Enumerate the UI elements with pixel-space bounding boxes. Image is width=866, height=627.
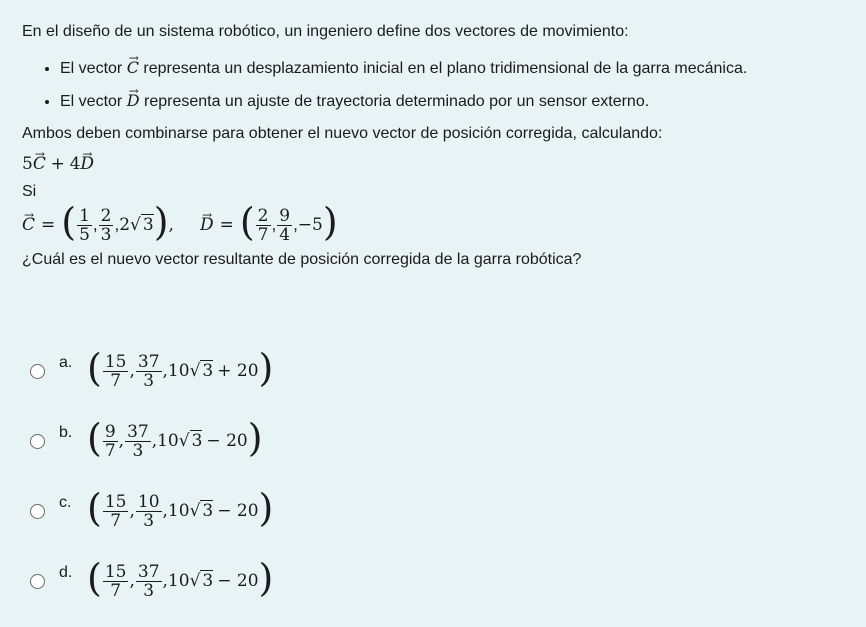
bullet-vector-c: • El vector → C representa un desplazamiento inicial en el plano tridimensional de la garra mecánica.: [60, 58, 862, 79]
radio-button[interactable]: [30, 504, 45, 519]
option-expression: ( $\frac{9}{7}$ , $\frac{37}{3}$ , 10 √ 3 − 20 ): [87, 416, 263, 461]
combination-expression: 5→ C + 4→ D: [22, 154, 862, 174]
option-d[interactable]: d. ( $\frac{15}{7}$ , $\frac{37}{3}$ , 10 √ 3 − 20 ): [30, 548, 430, 614]
radio-button[interactable]: [30, 364, 45, 379]
option-c[interactable]: c. ( $\frac{15}{7}$ , $\frac{10}{3}$ , 10 √ 3 − 20 ): [30, 478, 430, 544]
fraction: $\frac{1}{5}$: [79, 205, 90, 245]
vector-c-symbol: → C: [127, 58, 139, 78]
question-text: ¿Cuál es el nuevo vector resultante de posición corregida de la garra robótica?: [22, 251, 582, 268]
fraction: $\frac{2}{7}$: [257, 205, 269, 245]
option-expression: ( $\frac{15}{7}$ , $\frac{10}{3}$ , 10 √ 3 − 20 ): [87, 486, 274, 531]
radio-button[interactable]: [30, 434, 45, 449]
option-b[interactable]: b. ( $\frac{9}{7}$ , $\frac{37}{3}$ , 10 √ 3 − 20 ): [30, 408, 430, 474]
option-a[interactable]: a. ( $\frac{15}{7}$ , $\frac{37}{3}$ , 10 √ 3 + 20 ): [30, 338, 430, 404]
sqrt: √ 3: [130, 215, 154, 235]
vector-d-symbol: → D: [127, 91, 140, 111]
question-stem: [22, 22, 862, 270]
fraction: $\frac{2}{3}$: [100, 205, 112, 245]
si-label: Si: [22, 183, 37, 200]
vector-definitions: → C = ( $\frac{1}{5}$ , $\frac{2}{3}$ , 2 √ 3 ) , → D = ( $\frac{2}{7}$ , $\frac{9}{4}$ , −5 ): [22, 206, 862, 244]
combine-text: Ambos deben combinarse para obtener el nuevo vector de posición corregida, calculando:: [22, 125, 663, 142]
option-expression: ( $\frac{15}{7}$ , $\frac{37}{3}$ , 10 √ 3 + 20 ): [87, 346, 274, 391]
bullet-vector-d: • El vector → D representa un ajuste de trayectoria determinado por un sensor externo.: [60, 91, 862, 112]
intro-text: En el diseño de un sistema robótico, un ingeniero define dos vectores de movimiento:: [22, 23, 629, 40]
radio-button[interactable]: [30, 574, 45, 589]
vector-list: [22, 58, 862, 112]
fraction: $\frac{9}{4}$: [279, 205, 291, 245]
option-expression: ( $\frac{15}{7}$ , $\frac{37}{3}$ , 10 √ 3 − 20 ): [87, 556, 274, 601]
